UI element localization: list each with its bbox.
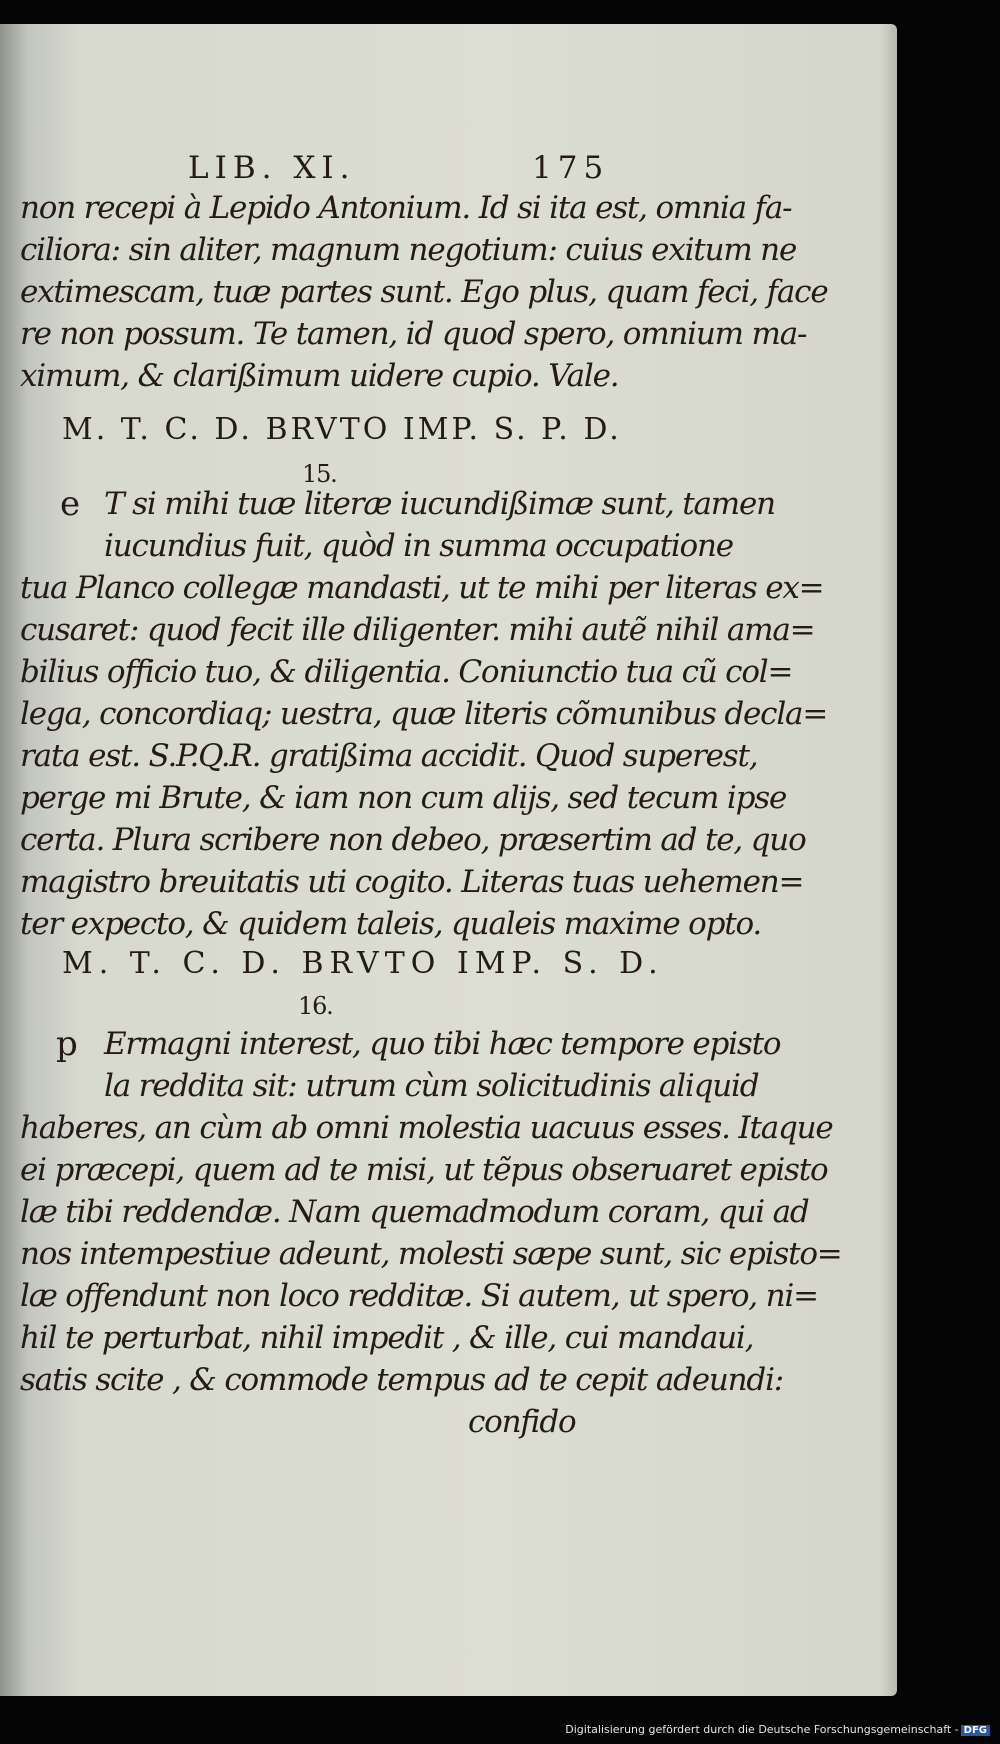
text-line: rata est. S.P.Q.R. gratißima accidit. Quod superest, <box>20 738 758 774</box>
text-line: T si mihi tuæ literæ iucundißimæ sunt, tamen <box>104 486 775 522</box>
footer-text: Digitalisierung gefördert durch die Deutsche Forschungsgemeinschaft - <box>565 1723 959 1736</box>
letter-heading: M. T. C. D. BRVTO IMP. S. D. <box>62 946 664 981</box>
text-line: re non possum. Te tamen, id quod spero, omnium ma- <box>20 316 807 352</box>
text-line: læ tibi reddendæ. Nam quemadmodum coram, qui ad <box>20 1194 809 1230</box>
text-line: non recepi à Lepido Antonium. Id si ita est, omnia fa- <box>20 190 792 226</box>
book-page <box>0 24 897 1696</box>
dfg-logo: DFG <box>961 1725 990 1736</box>
text-line: bilius officio tuo, & diligentia. Coniunctio tua cũ col= <box>20 654 793 690</box>
text-line: lega, concordiaq; uestra, quæ literis cõmunibus decla= <box>20 696 828 732</box>
text-line: magistro breuitatis uti cogito. Literas tuas uehemen= <box>20 864 804 900</box>
letter-number: 15. <box>302 460 337 488</box>
text-line: ciliora: sin aliter, magnum negotium: cuius exitum ne <box>20 232 797 268</box>
text-line: cusaret: quod fecit ille diligenter. mihi autẽ nihil ama= <box>20 612 815 648</box>
letter-number: 16. <box>298 992 333 1020</box>
text-line: haberes, an cùm ab omni molestia uacuus esses. Itaque <box>20 1110 833 1146</box>
text-line: extimescam, tuæ partes sunt. Ego plus, quam feci, face <box>20 274 828 310</box>
text-line: iucundius fuit, quòd in summa occupatione <box>104 528 733 564</box>
text-line: læ offendunt non loco redditæ. Si autem, ut spero, ni= <box>20 1278 818 1314</box>
catchword: confido <box>468 1404 576 1440</box>
page-number: 175 <box>532 150 610 186</box>
drop-capital: e <box>60 484 79 524</box>
text-line: tua Planco collegæ mandasti, ut te mihi per literas ex= <box>20 570 824 606</box>
text-line: hil te perturbat, nihil impedit , & ille, cui mandaui, <box>20 1320 754 1356</box>
text-line: nos intempestiue adeunt, molesti sæpe sunt, sic episto= <box>20 1236 842 1272</box>
text-line: certa. Plura scribere non debeo, præsertim ad te, quo <box>20 822 806 858</box>
digitization-credit <box>0 1723 1000 1736</box>
text-line: Ermagni interest, quo tibi hæc tempore episto <box>104 1026 781 1062</box>
text-line: la reddita sit: utrum cùm solicitudinis aliquid <box>104 1068 759 1104</box>
text-line: ei præcepi, quem ad te misi, ut tẽpus obseruaret episto <box>20 1152 828 1188</box>
text-line: ter expecto, & quidem taleis, qualeis maxime opto. <box>20 906 762 942</box>
drop-capital: p <box>56 1024 77 1064</box>
running-title: LIB. XI. <box>188 150 356 186</box>
text-line: ximum, & clarißimum uidere cupio. Vale. <box>20 358 619 394</box>
text-line: perge mi Brute, & iam non cum alijs, sed tecum ipse <box>20 780 787 816</box>
text-line: satis scite , & commode tempus ad te cepit adeundi: <box>20 1362 784 1398</box>
letter-heading: M. T. C. D. BRVTO IMP. S. P. D. <box>62 412 622 447</box>
